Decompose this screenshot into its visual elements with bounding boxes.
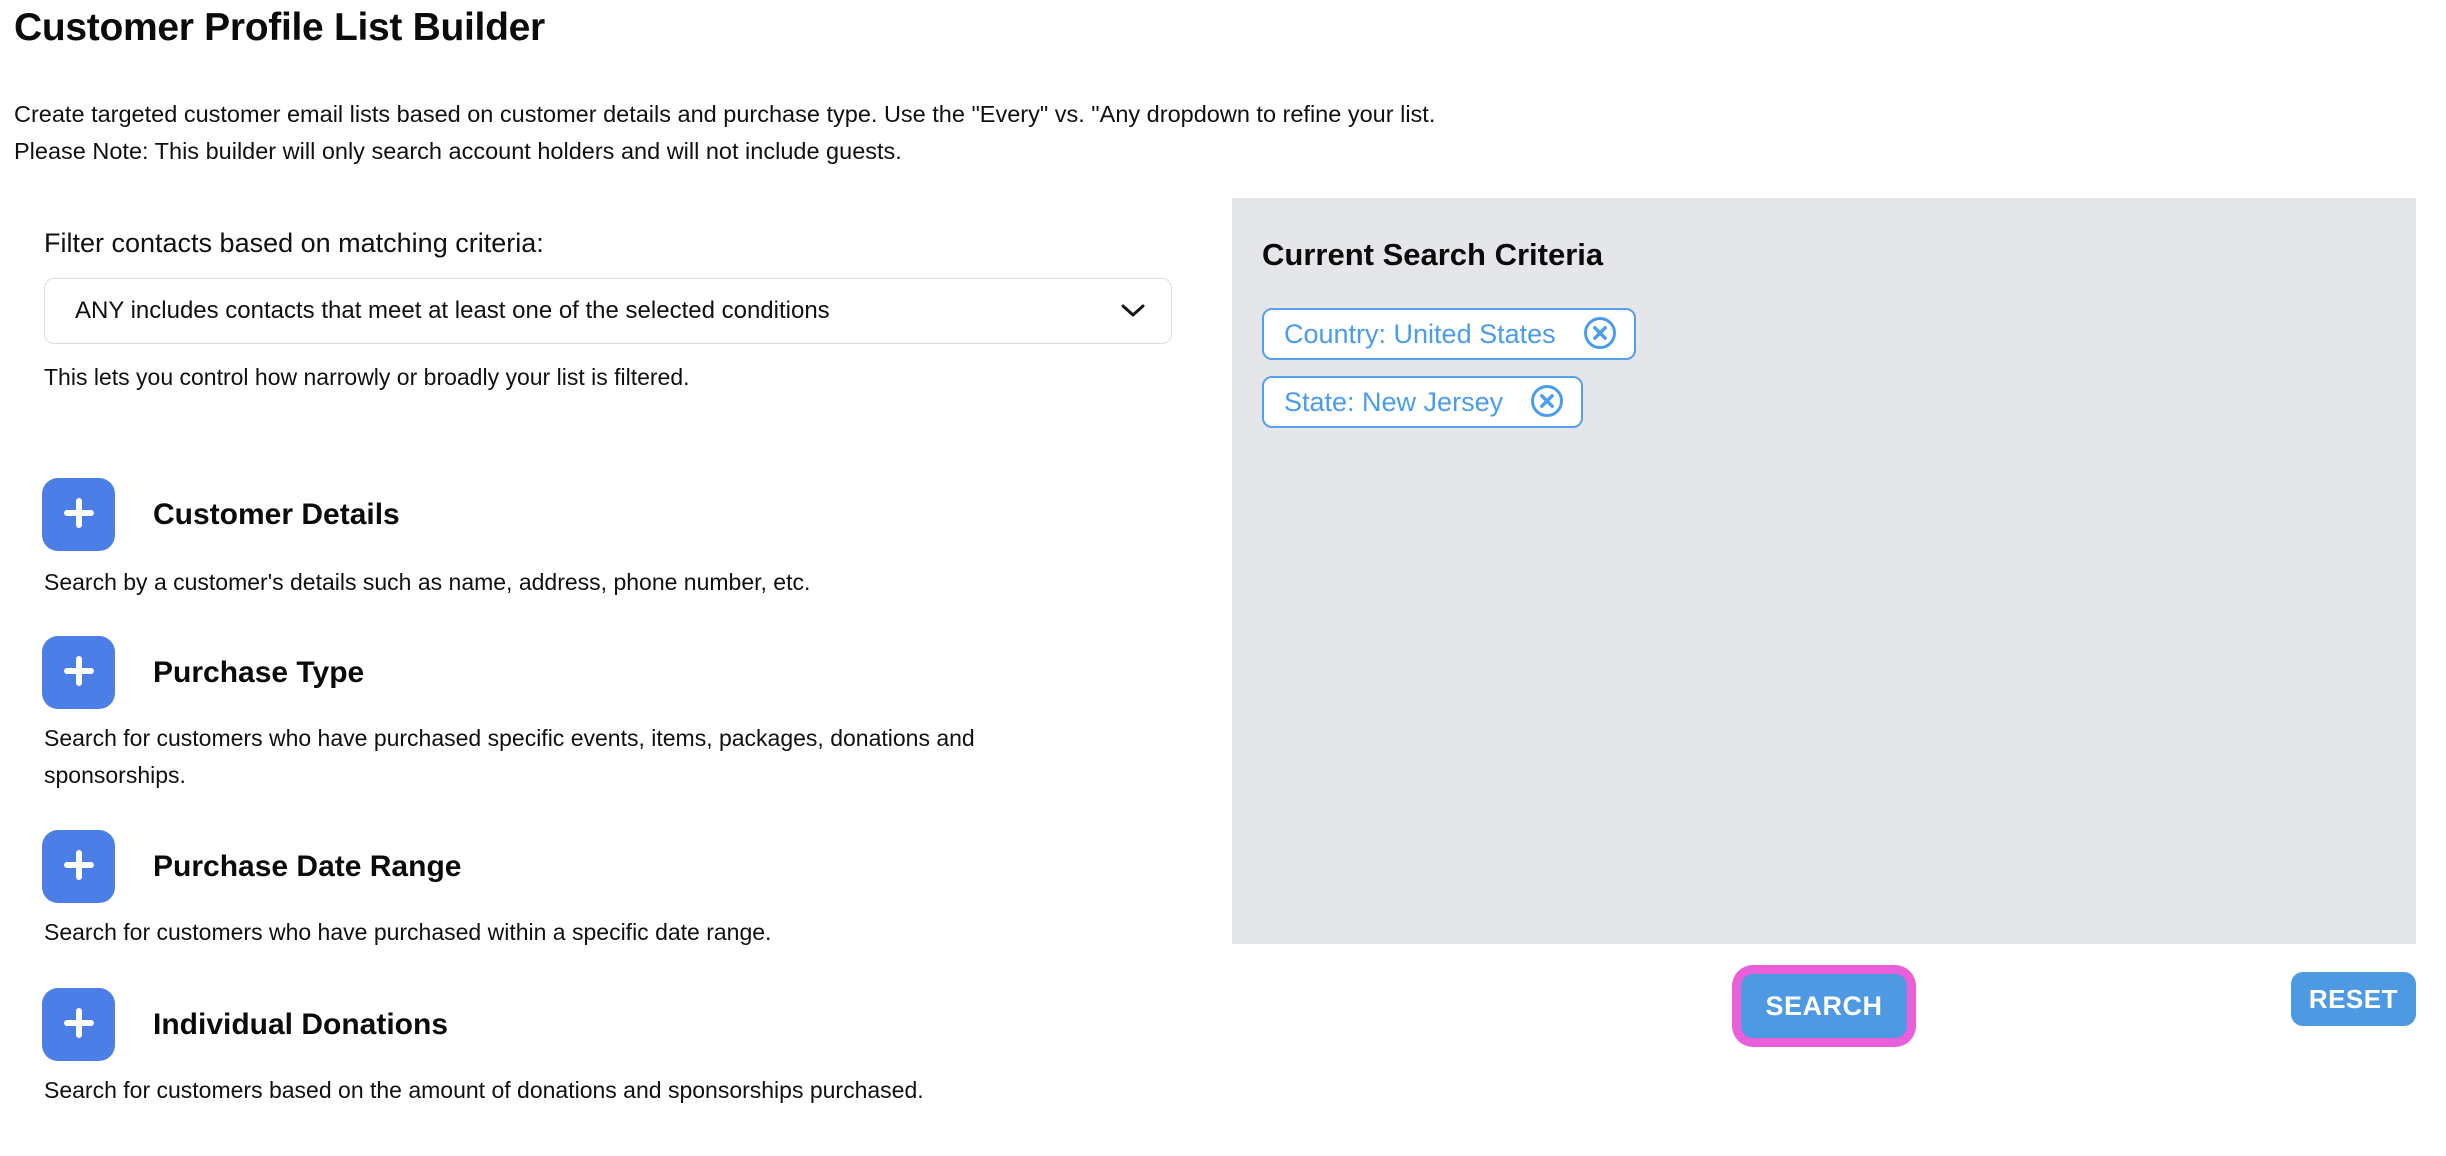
search-button[interactable]: SEARCH	[1741, 974, 1906, 1038]
section-desc-individual-donations: Search for customers based on the amount of donations and sponsorships purchased.	[44, 1077, 924, 1103]
section-desc-purchase-type: Search for customers who have purchased specific events, items, packages, donations and sponsorships.	[44, 725, 975, 788]
add-individual-donations-button[interactable]	[42, 988, 115, 1061]
criteria-panel-title: Current Search Criteria	[1262, 237, 1604, 272]
filter-helper-text: This lets you control how narrowly or broadly your list is filtered.	[44, 364, 690, 390]
plus-icon	[61, 653, 97, 692]
plus-icon	[61, 1005, 97, 1044]
reset-button[interactable]: RESET	[2291, 972, 2416, 1026]
matching-criteria-selected-value: ANY includes contacts that meet at least one of the selected conditions	[75, 297, 830, 324]
plus-icon	[61, 847, 97, 886]
criteria-chip-country	[1262, 308, 1636, 360]
add-purchase-date-range-button[interactable]	[42, 830, 115, 903]
remove-state-chip-button[interactable]	[1529, 384, 1565, 420]
current-search-criteria-panel	[1232, 198, 2416, 944]
section-title-individual-donations: Individual Donations	[153, 1007, 449, 1041]
section-individual-donations	[42, 988, 448, 1061]
add-purchase-type-button[interactable]	[42, 636, 115, 709]
criteria-chip-state-label: State: New Jersey	[1284, 386, 1504, 417]
actions-row	[1232, 966, 2416, 1056]
circle-x-icon	[1529, 383, 1565, 422]
remove-country-chip-button[interactable]	[1582, 316, 1618, 352]
criteria-chip-list	[1262, 308, 2386, 428]
section-purchase-date-range	[42, 830, 461, 903]
criteria-chip-country-label: Country: United States	[1284, 318, 1556, 349]
section-desc-purchase-date-range: Search for customers who have purchased within a specific date range.	[44, 919, 772, 945]
page-title: Customer Profile List Builder	[14, 6, 545, 49]
section-title-purchase-type: Purchase Type	[153, 655, 365, 689]
circle-x-icon	[1582, 315, 1618, 354]
section-title-purchase-date-range: Purchase Date Range	[153, 849, 462, 883]
intro-line-2: Please Note: This builder will only search account holders and will not include guests.	[14, 138, 902, 164]
section-title-customer-details: Customer Details	[153, 497, 400, 531]
matching-criteria-select[interactable]	[44, 278, 1172, 344]
filter-criteria-label: Filter contacts based on matching criteria:	[44, 228, 544, 258]
plus-icon	[61, 495, 97, 534]
criteria-chip-state	[1262, 376, 1583, 428]
chevron-down-icon	[1121, 304, 1145, 318]
intro-text	[14, 96, 1435, 170]
add-customer-details-button[interactable]	[42, 478, 115, 551]
section-desc-customer-details: Search by a customer's details such as name, address, phone number, etc.	[44, 569, 811, 595]
section-purchase-type	[42, 636, 364, 709]
section-customer-details	[42, 478, 400, 551]
intro-line-1: Create targeted customer email lists based on customer details and purchase type. Use the "Every" vs. "Any dropdown to refine your list.	[14, 101, 1436, 127]
